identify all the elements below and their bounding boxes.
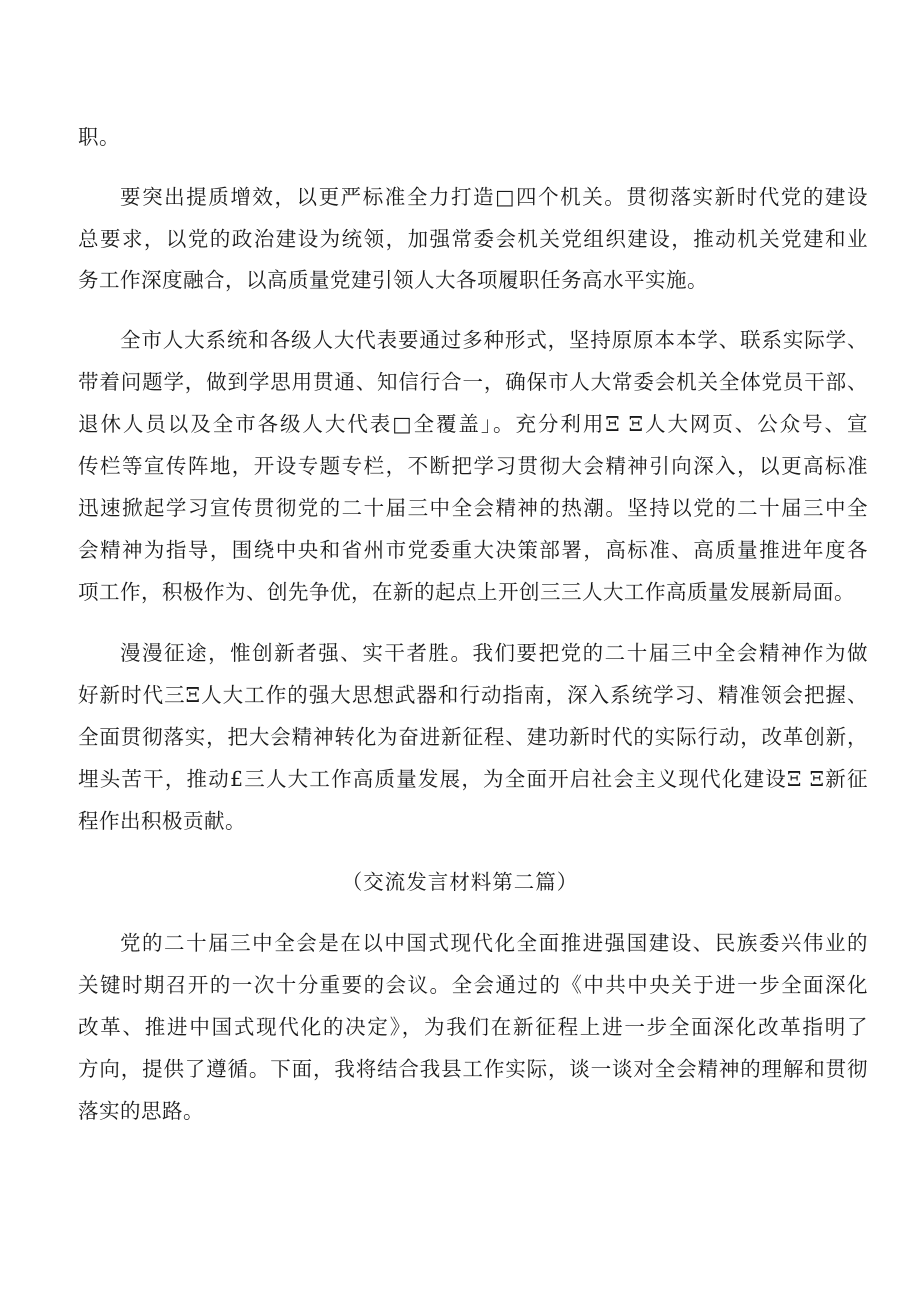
paragraph-1-line-3: 务工作深度融合，以高质量党建引领人大各项履职任务高水平实施。 [78,268,708,292]
section-heading: （交流发言材料第二篇） [341,870,579,894]
paragraph-2-line-7: 项工作，积极作为、创先争优，在新的起点上开创三三人大工作高质量发展新局面。 [78,580,855,604]
paragraph-2-line-1: 全市人大系统和各级人大代表要通过多种形式，坚持原原本本学、联系实际学、 [120,328,868,352]
paragraph-2-line-6: 会精神为指导，围绕中央和省州市党委重大决策部署，高标准、高质量推进年度各 [78,538,868,562]
paragraph-0-line-1: 职。 [78,125,120,149]
paragraph-2-line-4: 传栏等宣传阵地，开设专题专栏，不断把学习贯彻大会精神引向深入，以更高标准 [78,454,868,478]
paragraph-4-line-1: 党的二十届三中全会是在以中国式现代化全面推进强国建设、民族委兴伟业的 [120,931,868,955]
paragraph-2-line-3: 退休人员以及全市各级人大代表□全覆盖」。充分利用Ξ Ξ人大网页、公众号、宣 [78,412,868,436]
paragraph-1-line-1: 要突出提质增效，以更严标准全力打造□四个机关。贯彻落实新时代党的建设 [120,185,868,209]
paragraph-3-line-4: 埋头苦干，推动£三人大工作高质量发展，为全面开启社会主义现代化建设Ξ Ξ新征 [78,767,868,791]
paragraph-3-line-5: 程作出积极贡献。 [78,809,246,833]
paragraph-2-line-5: 迅速掀起学习宣传贯彻党的二十届三中全会精神的热潮。坚持以党的二十届三中全 [78,496,868,520]
paragraph-4-line-2: 关键时期召开的一次十分重要的会议。全会通过的《中共中央关于进一步全面深化 [78,973,868,997]
paragraph-4-line-4: 方向，提供了遵循。下面，我将结合我县工作实际，谈一谈对全会精神的理解和贯彻 [78,1057,868,1081]
paragraph-3-line-2: 好新时代三Ξ人大工作的强大思想武器和行动指南，深入系统学习、精准领会把握、 [78,683,868,707]
paragraph-4-line-3: 改革、推进中国式现代化的决定》，为我们在新征程上进一步全面深化改革指明了 [78,1015,868,1039]
paragraph-1-line-2: 总要求，以党的政治建设为统领，加强常委会机关党组织建设，推动机关党建和业 [78,227,868,251]
paragraph-3-line-1: 漫漫征途，惟创新者强、实干者胜。我们要把党的二十届三中全会精神作为做 [120,641,868,665]
paragraph-3-line-3: 全面贯彻落实，把大会精神转化为奋进新征程、建功新时代的实际行动，改革创新， [78,725,868,749]
paragraph-4-line-5: 落实的思路。 [78,1099,204,1123]
paragraph-2-line-2: 带着问题学，做到学思用贯通、知信行合一，确保市人大常委会机关全体党员干部、 [78,370,868,394]
